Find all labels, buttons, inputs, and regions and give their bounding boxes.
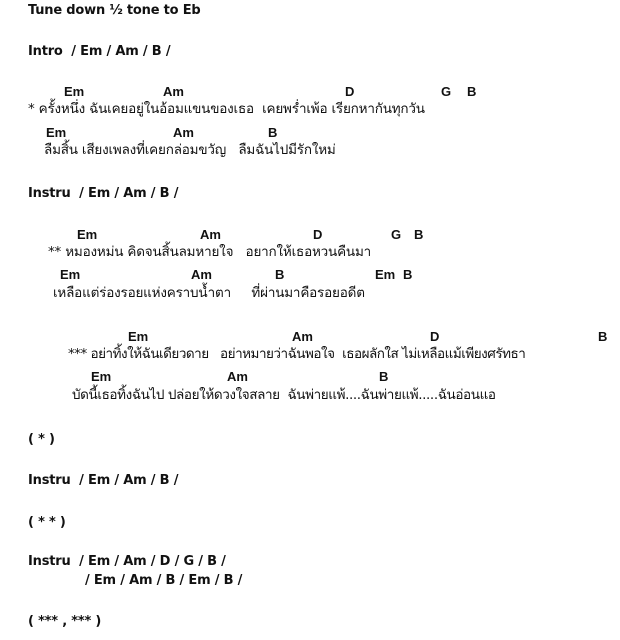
repeat-marker: ( * ) bbox=[28, 432, 55, 447]
lyric-line: ลืมสิ้น เสียงเพลงที่เคยกล่อมขวัญ ลืมฉันไปมีรักใหม่ bbox=[44, 142, 336, 158]
chord: Em bbox=[375, 267, 396, 282]
chord: B bbox=[414, 227, 424, 242]
repeat-marker: ( * * ) bbox=[28, 515, 66, 530]
chord: Am bbox=[200, 227, 221, 242]
chord: D bbox=[313, 227, 323, 242]
chord: Em bbox=[91, 369, 112, 384]
chord: Em bbox=[64, 84, 85, 99]
chord: Am bbox=[292, 329, 313, 344]
chord: B bbox=[275, 267, 285, 282]
chord: Em bbox=[77, 227, 98, 242]
lyric-line: เหลือแต่ร่องรอยแห่งคราบน้ำตา ที่ผ่านมาคือรอยอดีต bbox=[53, 285, 365, 301]
chord: Am bbox=[163, 84, 184, 99]
chord: Am bbox=[173, 125, 194, 140]
lyric-line: * ครั้งหนึ่ง ฉันเคยอยู่ในอ้อมแขนของเธอ เคยพร่ำเพ้อ เรียกหากันทุกวัน bbox=[28, 101, 425, 117]
repeat-marker: ( *** , *** ) bbox=[28, 614, 102, 629]
chord: Em bbox=[60, 267, 81, 282]
chord: B bbox=[268, 125, 278, 140]
instru-progression: Instru / Em / Am / D / G / B / bbox=[28, 554, 226, 569]
chord: D bbox=[345, 84, 355, 99]
chord: B bbox=[598, 329, 608, 344]
lyric-line: ** หมองหม่น คิดจนสิ้นลมหายใจ อยากให้เธอหวนคืนมา bbox=[48, 244, 372, 260]
lyric-line: *** อย่าทิ้งให้ฉันเดียวดาย อย่าหมายว่าฉันพอใจ เธอผลักใส ไม่เหลือแม้เพียงศรัทธา bbox=[68, 346, 526, 362]
instru-progression-continued: / Em / Am / B / Em / B / bbox=[85, 573, 243, 588]
chord: G bbox=[441, 84, 452, 99]
chord: B bbox=[379, 369, 389, 384]
chord: B bbox=[467, 84, 477, 99]
tuning-note: Tune down ½ tone to Eb bbox=[28, 3, 201, 18]
chord: D bbox=[430, 329, 440, 344]
chord: G bbox=[391, 227, 402, 242]
instru-progression: Instru / Em / Am / B / bbox=[28, 473, 179, 488]
chord: Am bbox=[227, 369, 248, 384]
lyric-line: บัดนี้เธอทิ้งฉันไป ปล่อยให้ดวงใจสลาย ฉันพ่ายแพ้....ฉันพ่ายแพ้.....ฉันอ่อนแอ bbox=[72, 387, 496, 403]
chord: Am bbox=[191, 267, 212, 282]
intro-progression: Intro / Em / Am / B / bbox=[28, 44, 171, 59]
chord: B bbox=[403, 267, 413, 282]
chord: Em bbox=[128, 329, 149, 344]
chord: Em bbox=[46, 125, 67, 140]
instru-progression: Instru / Em / Am / B / bbox=[28, 186, 179, 201]
